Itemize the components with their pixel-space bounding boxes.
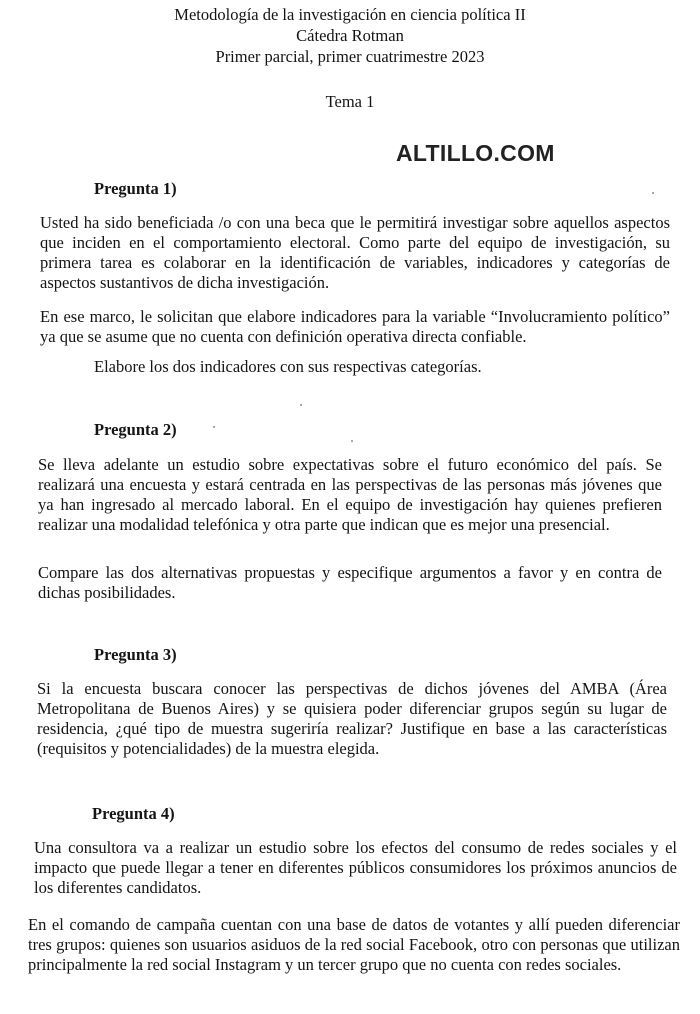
exam-period: Primer parcial, primer cuatrimestre 2023 [215,47,485,66]
question-4-paragraph-1: Una consultora va a realizar un estudio sobre los efectos del consumo de redes sociales y el impacto que puede llegar a tener en diferentes públicos consumidores los próximos anuncios de los diferentes candidatos. [34,838,677,897]
question-3-title: Pregunta 3) [94,645,177,664]
scan-speck [351,440,353,442]
question-2-title: Pregunta 2) [94,420,177,439]
question-1-paragraph-2: En ese marco, le solicitan que elabore indicadores para la variable “Involucramiento político” ya que se asume que no cuenta con definición operativa directa confiable. [40,307,670,346]
question-3-paragraph-1: Si la encuesta buscara conocer las perspectivas de dichos jóvenes del AMBA (Área Metropolitana de Buenos Aires) y se quisiera poder diferenciar grupos según su lugar de residencia, ¿qué tipo de muestra sugeriría realizar? Justifique en base a las características (requisitos y potencialidades) de la muestra elegida. [37,679,667,758]
scan-speck [213,426,215,428]
question-4-title: Pregunta 4) [92,804,175,823]
scan-speck [652,192,654,194]
scan-speck [300,404,302,406]
watermark-logo: ALTILLO.COM [396,140,555,166]
question-1-title: Pregunta 1) [94,179,177,198]
question-2-paragraph-2: Compare las dos alternativas propuestas y especifique argumentos a favor y en contra de dichas posibilidades. [38,563,662,602]
tema-label: Tema 1 [325,92,375,111]
question-1-paragraph-1: Usted ha sido beneficiada /o con una beca que le permitirá investigar sobre aquellos aspectos que inciden en el comportamiento electoral. Como parte del equipo de investigación, su primera tarea es colaborar en la identificación de variables, indicadores y categorías de aspectos sustantivos de dicha investigación. [40,213,670,292]
course-title: Metodología de la investigación en ciencia política II [174,5,526,24]
question-4-paragraph-2: En el comando de campaña cuentan con una base de datos de votantes y allí pueden diferenciar tres grupos: quienes son usuarios asiduos de la red social Facebook, otro con personas que utilizan principalmente la red social Instagram y un tercer grupo que no cuenta con redes sociales. [28,915,680,974]
chair-name: Cátedra Rotman [296,26,404,45]
question-2-paragraph-1: Se lleva adelante un estudio sobre expectativas sobre el futuro económico del país. Se realizará una encuesta y estará centrada en las perspectivas de las personas más jóvenes que ya han ingresado al mercado laboral. En el equipo de investigación hay quienes prefieren realizar una modalidad telefónica y otra parte que indican que es mejor una presencial. [38,455,662,534]
exam-header [0,4,700,67]
question-1-instruction: Elabore los dos indicadores con sus respectivas categorías. [94,357,482,376]
